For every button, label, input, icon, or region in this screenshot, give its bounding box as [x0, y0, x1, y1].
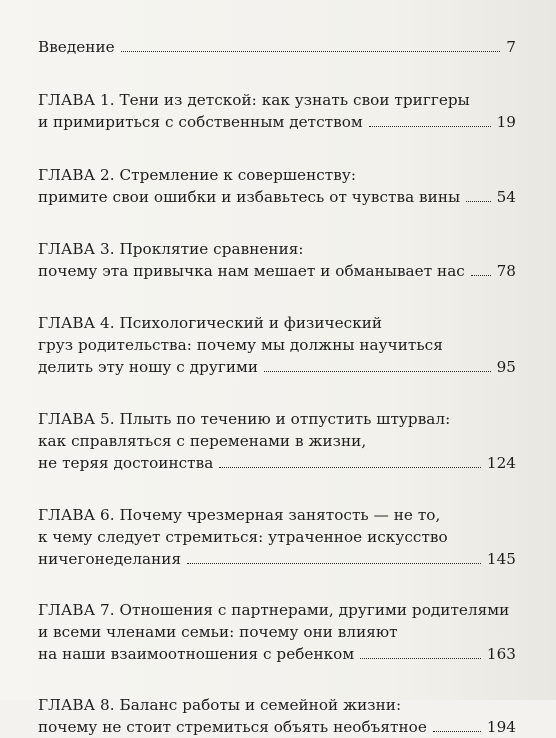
toc-entry-title: груз родительства: почему мы должны научиться: [38, 336, 443, 354]
toc-entry-title: и всеми членами семьи: почему они влияют: [38, 623, 398, 641]
toc-entry-title: ничегонеделания: [38, 550, 182, 568]
dot-leader: [433, 731, 481, 732]
toc-entry-introduction: [38, 36, 516, 58]
dot-leader: [187, 563, 481, 564]
toc-entry-chapter-5: [38, 408, 516, 474]
toc-line: [38, 334, 516, 356]
toc-line: [38, 186, 516, 208]
toc-line: [38, 621, 516, 643]
toc-line: [38, 643, 516, 665]
toc-line: [38, 408, 516, 430]
toc-line: [38, 238, 516, 260]
toc-line: [38, 504, 516, 526]
dot-leader: [219, 467, 481, 468]
toc-line: [38, 312, 516, 334]
toc-page-number: 54: [496, 188, 516, 206]
toc-page-number: 7: [506, 38, 516, 56]
toc-line: [38, 260, 516, 282]
dot-leader: [264, 371, 491, 372]
toc-entry-title: ГЛАВА 5. Плыть по течению и отпустить штурвал:: [38, 410, 451, 428]
toc-entry-chapter-1: [38, 89, 516, 133]
toc-line: [38, 694, 516, 716]
toc-page-number: 145: [486, 550, 516, 568]
toc-page-number: 95: [496, 358, 516, 376]
dot-leader: [360, 658, 481, 659]
toc-entry-title: почему не стоит стремиться объять необъятное: [38, 718, 427, 736]
toc-entry-chapter-6: [38, 504, 516, 570]
toc-entry-title: ГЛАВА 6. Почему чрезмерная занятость — не то,: [38, 506, 441, 524]
table-of-contents: [38, 36, 516, 738]
toc-entry-title: и примириться с собственным детством: [38, 113, 363, 131]
toc-entry-title: к чему следует стремиться: утраченное искусство: [38, 528, 448, 546]
toc-entry-title: делить эту ношу с другими: [38, 358, 259, 376]
toc-entry-title: на наши взаимоотношения с ребенком: [38, 645, 355, 663]
toc-entry-title: ГЛАВА 8. Баланс работы и семейной жизни:: [38, 696, 402, 714]
toc-entry-chapter-7: [38, 599, 516, 665]
toc-line: [38, 36, 516, 58]
toc-page-number: 163: [486, 645, 516, 663]
toc-line: [38, 548, 516, 570]
toc-line: [38, 452, 516, 474]
toc-line: [38, 164, 516, 186]
dot-leader: [121, 51, 501, 52]
toc-page-number: 78: [496, 262, 516, 280]
toc-line: [38, 716, 516, 738]
toc-line: [38, 526, 516, 548]
toc-entry-title: ГЛАВА 1. Тени из детской: как узнать свои триггеры: [38, 91, 470, 109]
toc-entry-chapter-3: [38, 238, 516, 282]
toc-entry-title: примите свои ошибки и избавьтесь от чувства вины: [38, 188, 461, 206]
toc-page-number: 194: [486, 718, 516, 736]
toc-entry-title: как справляться с переменами в жизни,: [38, 432, 367, 450]
dot-leader: [466, 201, 490, 202]
toc-entry-title: ГЛАВА 2. Стремление к совершенству:: [38, 166, 357, 184]
toc-line: [38, 599, 516, 621]
toc-entry-title: не теряя достоинства: [38, 454, 214, 472]
toc-entry-title: почему эта привычка нам мешает и обманывает нас: [38, 262, 465, 280]
toc-page-number: 19: [496, 113, 516, 131]
toc-entry-chapter-2: [38, 164, 516, 208]
toc-entry-chapter-8: [38, 694, 516, 738]
toc-page-number: 124: [486, 454, 516, 472]
toc-entry-chapter-4: [38, 312, 516, 378]
toc-entry-title: ГЛАВА 7. Отношения с партнерами, другими родителями: [38, 601, 510, 619]
toc-line: [38, 356, 516, 378]
toc-line: [38, 430, 516, 452]
toc-entry-title: Введение: [38, 38, 115, 56]
dot-leader: [369, 126, 491, 127]
toc-line: [38, 89, 516, 111]
toc-entry-title: ГЛАВА 3. Проклятие сравнения:: [38, 240, 304, 258]
dot-leader: [471, 275, 491, 276]
toc-entry-title: ГЛАВА 4. Психологический и физический: [38, 314, 383, 332]
toc-line: [38, 111, 516, 133]
